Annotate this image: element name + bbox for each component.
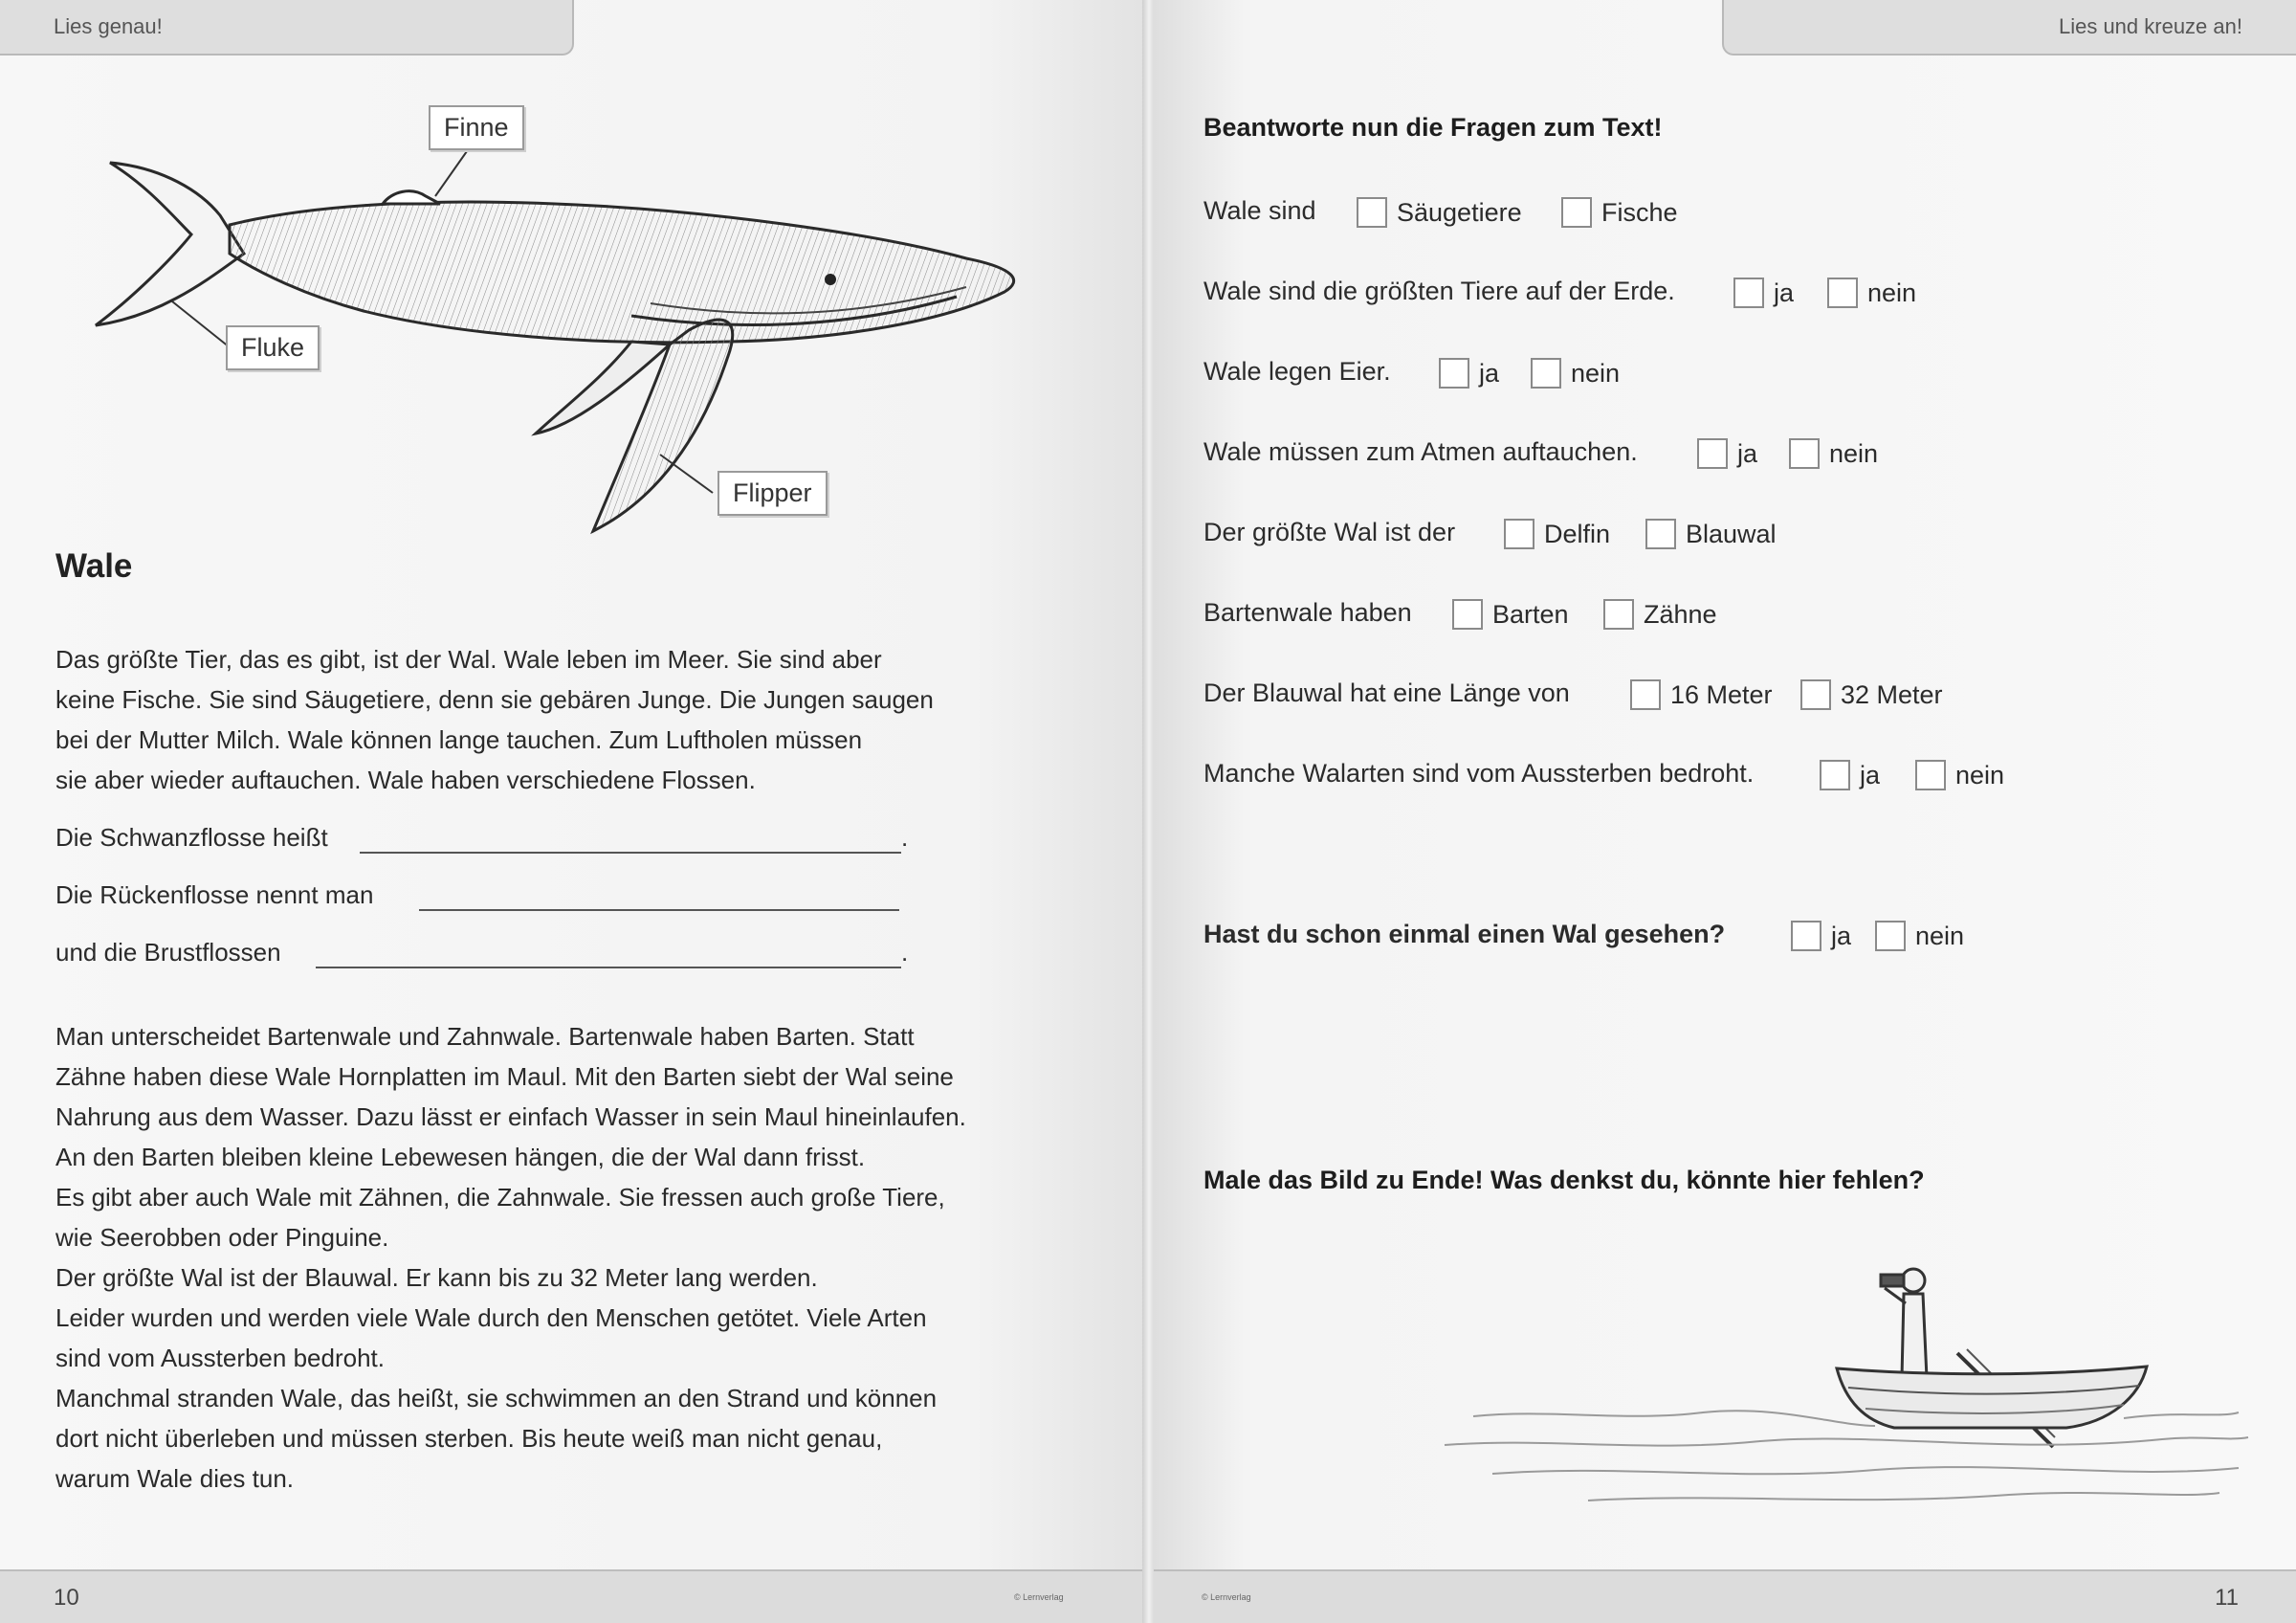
answer-option[interactable]: Zähne [1603, 593, 1717, 634]
checkbox[interactable] [1697, 438, 1728, 469]
whale-illustration [57, 91, 1110, 550]
checkbox[interactable] [1915, 760, 1946, 790]
paragraph-line: Manchmal stranden Wale, das heißt, sie schwimmen an den Strand und können [55, 1384, 938, 1412]
answer-option[interactable]: 32 Meter [1800, 674, 1943, 714]
paragraph-line: Nahrung aus dem Wasser. Dazu lässt er einfach Wasser in sein Maul hineinlaufen. [55, 1102, 966, 1131]
answer-option[interactable]: ja [1439, 352, 1499, 392]
answer-option[interactable]: Barten [1452, 593, 1569, 634]
answer-line[interactable] [360, 852, 901, 854]
answer-option[interactable]: nein [1827, 272, 1916, 312]
section-heading: Wale [55, 547, 133, 585]
checkbox[interactable] [1357, 197, 1387, 228]
right-page-tab: Lies und kreuze an! [1722, 0, 2296, 56]
paragraph-line: Es gibt aber auch Wale mit Zähnen, die Zahnwale. Sie fressen auch große Tiere, [55, 1183, 945, 1212]
whale-fluke [96, 163, 244, 325]
checkbox[interactable] [1630, 679, 1661, 710]
page-number: 10 [54, 1585, 79, 1611]
checkbox[interactable] [1645, 519, 1676, 549]
checkbox[interactable] [1531, 358, 1561, 389]
answer-option[interactable]: ja [1733, 272, 1794, 312]
answer-option[interactable]: ja [1697, 433, 1757, 473]
paragraph-line: Leider wurden und werden viele Wale durch den Menschen getötet. Viele Arten [55, 1303, 927, 1332]
answer-option[interactable]: nein [1915, 754, 2004, 794]
left-footer [0, 1569, 1148, 1623]
whale-body [230, 202, 1014, 343]
questions-title: Beantworte nun die Fragen zum Text! [1203, 113, 1663, 142]
answer-option[interactable]: nein [1531, 352, 1620, 392]
paragraph-line: warum Wale dies tun. [55, 1464, 295, 1493]
checkbox[interactable] [1561, 197, 1592, 228]
checkbox[interactable] [1875, 921, 1906, 951]
label-fluke: Fluke [226, 325, 320, 370]
checkbox[interactable] [1452, 599, 1483, 630]
answer-option[interactable]: ja [1820, 754, 1880, 794]
answer-option[interactable]: 16 Meter [1630, 674, 1773, 714]
answer-line[interactable] [316, 967, 901, 968]
label-finne: Finne [429, 105, 524, 150]
whale-finne [383, 191, 440, 204]
checkbox[interactable] [1791, 921, 1821, 951]
paragraph-line: keine Fische. Sie sind Säugetiere, denn sie gebären Junge. Die Jungen saugen [55, 685, 934, 714]
checkbox[interactable] [1504, 519, 1534, 549]
checkbox[interactable] [1820, 760, 1850, 790]
checkbox[interactable] [1439, 358, 1469, 389]
left-page-tab: Lies genau! [0, 0, 574, 56]
paragraph-line: Das größte Tier, das es gibt, ist der Wal. Wale leben im Meer. Sie sind aber [55, 645, 882, 674]
publisher-mark: © Lernverlag [1202, 1592, 1251, 1602]
right-footer [1154, 1569, 2296, 1623]
paragraph-line: sind vom Aussterben bedroht. [55, 1344, 385, 1372]
paragraph-line: dort nicht überleben und müssen sterben. Bis heute weiß man nicht genau, [55, 1424, 883, 1453]
checkbox[interactable] [1789, 438, 1820, 469]
paragraph-line: Der größte Wal ist der Blauwal. Er kann bis zu 32 Meter lang werden. [55, 1263, 818, 1292]
checkbox[interactable] [1800, 679, 1831, 710]
answer-option[interactable]: Fische [1561, 191, 1678, 232]
paragraph-line: Zähne haben diese Wale Hornplatten im Maul. Mit den Barten siebt der Wal seine [55, 1062, 954, 1091]
answer-option[interactable]: nein [1875, 915, 1964, 955]
drawing-task-title: Male das Bild zu Ende! Was denkst du, könnte hier fehlen? [1203, 1166, 1925, 1194]
paragraph-line: sie aber wieder auftauchen. Wale haben verschiedene Flossen. [55, 766, 756, 794]
fill-in-rueckenflosse: Die Rückenflosse nennt man [55, 880, 373, 910]
page-number: 11 [2215, 1585, 2239, 1611]
publisher-mark: © Lernverlag [1014, 1592, 1064, 1602]
paragraph-line: wie Seerobben oder Pinguine. [55, 1223, 389, 1252]
checkbox[interactable] [1733, 278, 1764, 308]
person-with-binoculars [1881, 1269, 1927, 1378]
fill-in-brustflossen: und die Brustflossen . [55, 938, 909, 967]
checkbox[interactable] [1603, 599, 1634, 630]
boat-sea-illustration [1435, 1234, 2258, 1522]
label-flipper: Flipper [718, 471, 828, 516]
answer-option[interactable]: Delfin [1504, 513, 1610, 553]
waves [1445, 1411, 2248, 1501]
main-paragraph [55, 1016, 1089, 1499]
answer-option[interactable]: Blauwal [1645, 513, 1777, 553]
answer-option[interactable]: nein [1789, 433, 1878, 473]
answer-option[interactable]: ja [1791, 915, 1851, 955]
fill-in-schwanzflosse: Die Schwanzflosse heißt . [55, 823, 909, 852]
answer-line[interactable] [419, 909, 899, 911]
intro-paragraph [55, 639, 1089, 800]
paragraph-line: Man unterscheidet Bartenwale und Zahnwale. Bartenwale haben Barten. Statt [55, 1022, 915, 1051]
answer-option[interactable]: Säugetiere [1357, 191, 1522, 232]
paragraph-line: bei der Mutter Milch. Wale können lange tauchen. Zum Luftholen müssen [55, 725, 863, 754]
checkbox[interactable] [1827, 278, 1858, 308]
rowboat [1837, 1367, 2147, 1428]
paragraph-line: An den Barten bleiben kleine Lebewesen hängen, die der Wal dann frisst. [55, 1143, 866, 1171]
